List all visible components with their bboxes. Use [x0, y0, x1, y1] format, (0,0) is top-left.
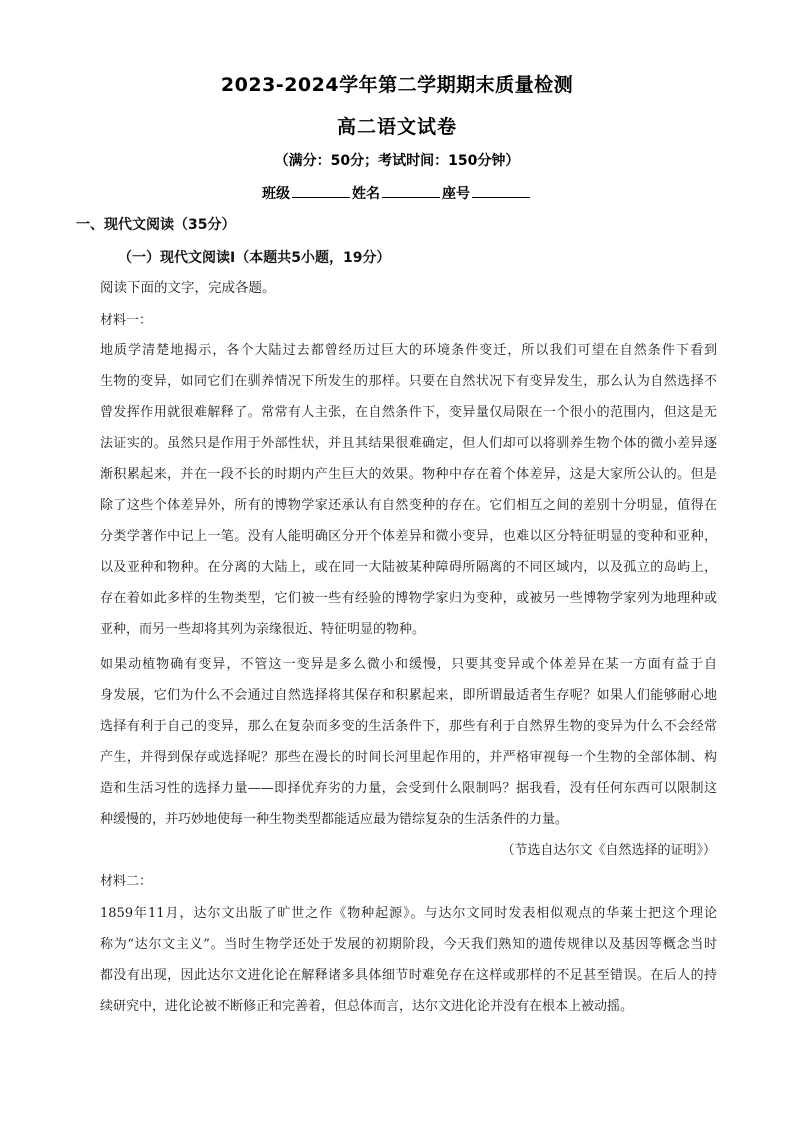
- field-name-label: 姓名: [352, 186, 380, 202]
- exam-meta: （满分：50分；考试时间：150分钟）: [274, 153, 520, 169]
- material2-p1-line: 1859年11月，达尔文出版了旷世之作《物种起源》。与达尔文同时发表相似观点的华莱士把这个理论: [100, 906, 717, 921]
- material1-label: 材料一：: [100, 313, 153, 328]
- material2-p1-line: 称为“达尔文主义”。当时生物学还处于发展的初期阶段，今天我们熟知的遗传规律以及基因等概念当时: [100, 937, 717, 952]
- field-name-blank[interactable]: [382, 185, 440, 198]
- material1-p2-line: 身发展，它们为什么不会通过自然选择将其保存和积累起来，即所谓最适者生存呢？如果人们能够耐心地: [100, 688, 717, 703]
- subsection-heading: （一）现代文阅读Ⅰ（本题共5小题，19分）: [118, 250, 391, 266]
- material2-p1-line: 都没有出现，因此达尔文进化论在解释诸多具体细节时难免存在这样或那样的不足甚至错误。在后人的持: [100, 968, 717, 983]
- exam-title: 2023-2024学年第二学期期末质量检测: [220, 74, 574, 96]
- material1-p2-line: 产生，并得到保存或选择呢？那些在漫长的时间长河里起作用的，并严格审视每一个生物的全部体制、构: [100, 750, 717, 765]
- material1-p1-line: 曾发挥作用就很难解释了。常常有人主张，在自然条件下，变异量仅局限在一个很小的范围内，但这是无: [100, 405, 717, 420]
- field-class-label: 班级: [262, 186, 290, 202]
- section-heading: 一、现代文阅读（35分）: [76, 217, 236, 233]
- field-seat-label: 座号: [442, 186, 470, 202]
- material1-p1-line: 存在着如此多样的生物类型，它们被一些有经验的博物学家归为变种，或被另一些博物学家列为地理种或: [100, 591, 717, 606]
- material1-p1-line: 除了这些个体差异外，所有的博物学家还承认有自然变种的存在。它们相互之间的差别十分明显，值得在: [100, 498, 717, 513]
- material1-p2-line: 种缓慢的，并巧妙地使每一种生物类型都能适应最为错综复杂的生活条件的力量。: [100, 812, 569, 827]
- material1-p1-line: 亚种，而另一些却将其列为亲缘很近、特征明显的物种。: [100, 622, 426, 637]
- material1-p1-line: 地质学清楚地揭示，各个大陆过去都曾经历过巨大的环境条件变迁，所以我们可望在自然条件下看到: [100, 343, 717, 358]
- material1-p2-line: 选择有利于自己的变异，那么在复杂而多变的生活条件下，那些有利于自然界生物的变异为什么不会经常: [100, 719, 717, 734]
- field-class-blank[interactable]: [292, 185, 350, 198]
- material2-p1-line: 续研究中，进化论被不断修正和完善着，但总体而言，达尔文进化论并没有在根本上被动摇。: [100, 999, 634, 1014]
- field-seat-blank[interactable]: [472, 185, 530, 198]
- material1-p1-line: 生物的变异，如同它们在驯养情况下所发生的那样。只要在自然状况下有变异发生，那么认为自然选择不: [100, 374, 717, 389]
- material1-p2-line: 造和生活习性的选择力量——即择优弃劣的力量，会受到什么限制吗？据我看，没有任何东西可以限制这: [100, 781, 717, 796]
- material1-p1-line: 分类学著作中记上一笔。没有人能明确区分开个体差异和微小变异，也难以区分特征明显的变种和亚种，: [100, 529, 717, 544]
- student-info-fields: [0, 183, 794, 203]
- material1-source: （节选自达尔文《自然选择的证明》）: [501, 843, 716, 858]
- material1-p1-line: 渐积累起来，并在一段不长的时期内产生巨大的效果。物种中存在着个体差异，这是大家所公认的。但是: [100, 467, 717, 482]
- material1-p1-line: 法证实的。虽然只是作用于外部性状，并且其结果很难确定，但人们却可以将驯养生物个体的微小差异逐: [100, 436, 717, 451]
- material1-p2-line: 如果动植物确有变异，不管这一变异是多么微小和缓慢，只要其变异或个体差异在某一方面有益于自: [100, 657, 717, 672]
- instruction-text: 阅读下面的文字，完成各题。: [100, 280, 276, 296]
- material1-p1-line: 以及亚种和物种。在分离的大陆上，或在同一大陆被某种障碍所隔离的不同区域内，以及孤立的岛屿上，: [100, 560, 717, 575]
- material2-label: 材料二：: [100, 874, 153, 889]
- exam-subtitle: 高二语文试卷: [336, 116, 457, 138]
